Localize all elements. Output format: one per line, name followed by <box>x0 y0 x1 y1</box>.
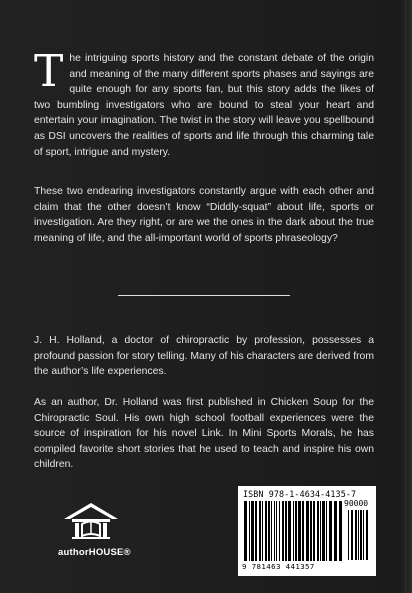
drop-cap: T <box>34 46 64 97</box>
author-bio-paragraph-1: J. H. Holland, a doctor of chiropractic by profession, possesses a profound passion for story telling. Many of his characters are derived from the author’s life experiences. <box>34 335 374 378</box>
publisher-name: authorHOUSE® <box>58 547 131 558</box>
isbn-barcode <box>238 486 376 576</box>
author-bio-paragraph-2: As an author, Dr. Holland was first published in Chicken Soup for the Chiropractic Soul. His own high school football experiences were the source of inspiration for his novel Link. In Mini Sports Morals, he has compiled favorite short stories that he used to teach and inspire his own children. <box>34 397 374 471</box>
barcode-bars <box>244 501 342 561</box>
house-book-logo-icon <box>60 502 122 540</box>
blurb-paragraph-2: These two endearing investigators constantly argue with each other and claim that the other doesn’t know “Diddly-squat” about life, sports or investigation. Are they right, or are we the ones in the dark about the true meaning of life, and the all-important world of sports phraseology? <box>34 186 374 244</box>
isbn-text: ISBN 978-1-4634-4135-7 <box>243 489 357 499</box>
barcode-addon-bars <box>348 510 372 560</box>
section-divider <box>118 295 290 296</box>
barcode-addon-number: 90000 <box>344 499 369 508</box>
barcode-digits: 9 781463 441357 <box>242 562 315 571</box>
blurb-paragraph-1-text: he intriguing sports history and the constant debate of the origin and meaning of the many different sports phases and sayings are quite enough for any sports fan, but this story adds the likes of two bumbling investigators who are bound to steal your heart and entertain your imagination. The twist in the story will leave you spellbound as DSI uncovers the realities of sports and life through this charming tale of sport, intrigue and mystery. <box>34 53 374 158</box>
spine-edge <box>405 0 406 593</box>
blurb-paragraph-1 <box>34 46 374 160</box>
